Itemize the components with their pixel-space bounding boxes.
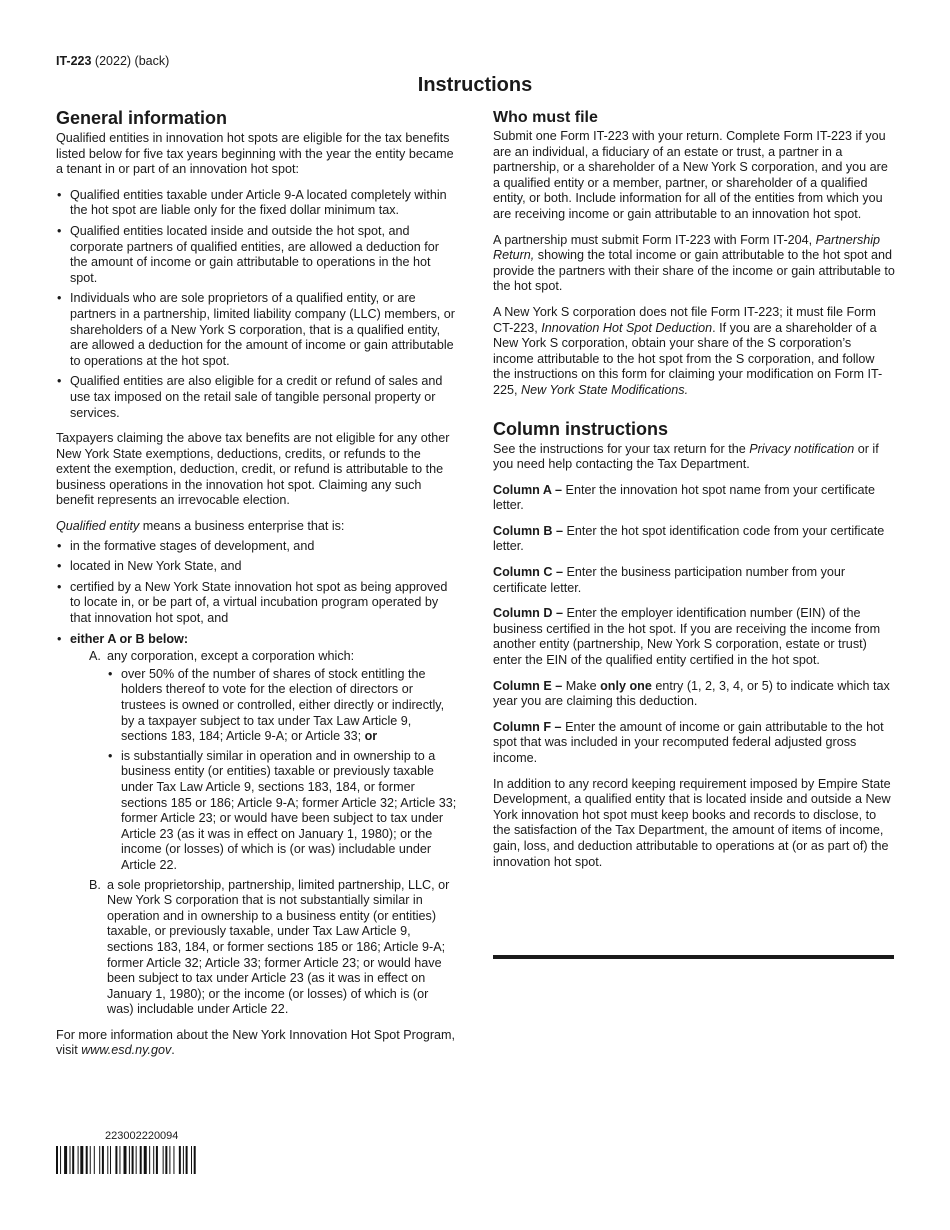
barcode-bar: [64, 1146, 67, 1174]
column-a-text: Enter the innovation hot spot name from your certificate letter.: [493, 482, 875, 513]
taxpayers-paragraph: Taxpayers claiming the above tax benefits are not eligible for any other New York State exemptions, deductions, credits, or refunds to the extent the exemption, deduction, credit, or refund is attributable to the business operations in the innovation hot spot. Claiming any such benefit represents an irrevocable election.: [56, 431, 450, 508]
form-number: IT-223: [56, 54, 92, 68]
option-a-sublist: [107, 667, 458, 874]
barcode-bar: [102, 1146, 104, 1174]
column-b-label: Column B –: [493, 523, 563, 538]
qualified-item: • located in New York State, and: [56, 559, 458, 575]
barcode-bar: [110, 1146, 111, 1174]
who-p2-a: A partnership must submit Form IT-223 with Form IT-204,: [493, 232, 816, 247]
barcode-bar: [136, 1146, 137, 1174]
barcode-bar: [186, 1146, 188, 1174]
column-d-text: Enter the employer identification number (EIN) of the business certified in the hot spot. If you are receiving the income from another entity (partnership, New York S corporation, estate or trust) enter the EIN of the qualified entity certified in the hot spot.: [493, 606, 881, 668]
ct223-title: Innovation Hot Spot Deduction: [541, 320, 713, 335]
barcode-bar: [194, 1146, 196, 1174]
barcode-bar: [156, 1146, 158, 1174]
barcode-bar: [115, 1146, 117, 1174]
barcode-bar: [173, 1146, 174, 1174]
more-info-paragraph: [56, 1028, 458, 1059]
option-b: [70, 878, 458, 1018]
column-intro: [493, 442, 895, 473]
esd-website: www.esd.ny.gov: [81, 1043, 172, 1058]
barcode-bar: [183, 1146, 184, 1174]
qualified-entity-list: [56, 539, 458, 1018]
column-c-label: Column C –: [493, 565, 563, 580]
barcode-bar: [107, 1146, 108, 1174]
qualified-entity-rest: means a business enterprise that is:: [139, 519, 345, 534]
option-a-text: any corporation, except a corporation which:: [107, 649, 355, 664]
column-b-instruction: [493, 524, 895, 555]
barcode-bar: [90, 1146, 91, 1174]
column-intro-b: or if you need help contacting the Tax Department.: [493, 441, 879, 472]
who-must-file-p3: [493, 305, 895, 399]
page-title: Instructions: [417, 74, 533, 96]
who-must-file-p2: [493, 233, 895, 295]
column-a-label: Column A –: [493, 482, 563, 497]
barcode-bar: [80, 1146, 83, 1174]
barcode-bar: [86, 1146, 88, 1174]
column-instructions-heading: Column instructions: [493, 418, 668, 439]
column-intro-a: See the instructions for your tax return for the: [493, 441, 750, 456]
column-f-instruction: [493, 720, 895, 767]
column-e-label: Column E –: [493, 678, 563, 693]
barcode: [56, 1146, 238, 1174]
barcode-bar: [169, 1146, 170, 1174]
more-info-text: For more information about the New York Innovation Hot Spot Program, visit: [56, 1027, 456, 1058]
who-p3-b: . If you are a shareholder of a New York S corporation, obtain your share of the S corporation’s income attributable to the hot spot from the S corporation, and follow the instructions on this form for claiming your modification on Form IT-225,: [493, 320, 883, 397]
option-b-text: a sole proprietorship, partnership, limited partnership, LLC, or New York S corporation that is not substantially similar in operation and in ownership to a business entity (or entities) taxable, or previously taxable, under Tax Law Article 9, sections 183, 184, or former sections 185 or 186; Article 9-A; former Article 32; Article 33; former Article 23; or would have been subject to tax under Article 23 (as it was in effect on January 1, 1980); or the income (or losses) of which is (or was) includable under Article 22.: [107, 877, 450, 1017]
barcode-bar: [70, 1146, 71, 1174]
column-d-label: Column D –: [493, 606, 563, 621]
barcode-bar: [179, 1146, 181, 1174]
column-e-instruction: [493, 679, 895, 710]
form-year: (2022) (back): [94, 54, 170, 68]
barcode-number: 223002220094: [105, 1130, 179, 1142]
barcode-bar: [132, 1146, 134, 1174]
barcode-bar: [144, 1146, 147, 1174]
a-b-list: [70, 649, 458, 1018]
it225-title: New York State Modifications.: [521, 382, 689, 397]
barcode-bar: [149, 1146, 150, 1174]
column-e-c: entry (1, 2, 3, 4, or 5) to indicate which tax year you are claiming this deduction.: [493, 678, 890, 709]
general-intro: Qualified entities in innovation hot spots are eligible for the tax benefits listed below for five tax years beginning with the year the entity became a tenant in or part of an innovation hot spot:: [56, 131, 454, 177]
barcode-bar: [140, 1146, 142, 1174]
barcode-bar: [60, 1146, 61, 1174]
benefit-item: • Qualified entities located inside and outside the hot spot, and corporate partners of qualified entities, are allowed a deduction for the amount of income or gain attributable to operations in the hot spot.: [56, 224, 458, 286]
barcode-bar: [191, 1146, 192, 1174]
column-b-text: Enter the hot spot identification code from your certificate letter.: [493, 523, 885, 554]
barcode-bar: [163, 1146, 164, 1174]
barcode-bar: [72, 1146, 74, 1174]
option-a-sub-item: • is substantially similar in operation and in ownership to a business entity (or entities) taxable or previously taxable under Tax Law Article 9, sections 183, 184, or former sections 185 or 186; Article 9-A; former Article 32; Article 33; former Article 23; or would have been subject to tax under Article 23 (as it was in effect on January 1, 1980); or the income (or losses) of which is (or was) includable under Article 22.: [107, 749, 458, 874]
either-a-or-b-label: either A or B below:: [70, 631, 189, 646]
barcode-bar: [119, 1146, 120, 1174]
option-a-sub1-or: or: [364, 729, 378, 744]
option-a-sub1-text: over 50% of the number of shares of stock entitling the holders thereof to vote for the election of directors or trustees is owned or controlled, either directly or indirectly, by a taxpayer subject to tax under Tax Law Article 9, sections 183, 184; Article 9-A; or Article 33;: [121, 666, 445, 744]
barcode-bar: [124, 1146, 127, 1174]
right-column: [493, 108, 895, 880]
either-a-or-b-item: [56, 632, 458, 1018]
form-id: [56, 54, 169, 68]
option-b-letter: B.: [89, 877, 101, 892]
general-information-heading: General information: [56, 108, 228, 128]
column-e-only-one: only one: [600, 678, 652, 693]
barcode-bar: [165, 1146, 167, 1174]
qualified-entity-term: Qualified entity: [56, 519, 140, 534]
privacy-notification: Privacy notification: [749, 441, 855, 456]
option-a-sub-item: [107, 667, 458, 745]
benefits-list: [56, 188, 458, 421]
barcode-bar: [129, 1146, 130, 1174]
option-a-letter: A.: [89, 649, 101, 664]
column-d-instruction: [493, 606, 895, 668]
barcode-bar: [56, 1146, 58, 1174]
qualified-entity-definition: [56, 519, 458, 535]
qualified-item: • in the formative stages of development, and: [56, 539, 458, 555]
column-f-text: Enter the amount of income or gain attributable to the hot spot that was included in your recomputed federal adjusted gross income.: [493, 719, 884, 765]
left-column: [56, 108, 458, 1069]
column-f-label: Column F –: [493, 719, 562, 734]
record-keeping-paragraph: In addition to any record keeping requirement imposed by Empire State Development, a qualified entity that is located inside and outside a New York innovation hot spot must keep books and records to disclose, to the satisfaction of the Tax Department, the amount of items of income, gain, loss, and deduction attributable to operations at (or as part of) the innovation hot spot.: [493, 776, 891, 869]
qualified-item: • certified by a New York State innovation hot spot as being approved to locate in, or be part of, a virtual incubation program operated by that innovation hot spot, and: [56, 580, 458, 627]
option-a: [70, 649, 458, 873]
column-a-instruction: [493, 483, 895, 514]
benefit-item: • Qualified entities are also eligible for a credit or refund of sales and use tax imposed on the retail sale of tangible personal property or services.: [56, 374, 458, 421]
column-c-text: Enter the business participation number from your certificate letter.: [493, 565, 846, 595]
column-e-a: Make: [562, 678, 601, 693]
partnership-return-title: Partnership Return,: [493, 232, 881, 263]
who-must-file-p1: Submit one Form IT-223 with your return. Complete Form IT-223 if you are an individual, a fiduciary of an estate or trust, a partner in a partnership, or a shareholder of a New York S corporation, and you are a qualified entity or a member, partner, or shareholder of a qualified entity, or both. Include information for all of the entities from which you are receiving income or gain attributable to an innovation hot spot.: [493, 129, 888, 221]
more-info-end: .: [171, 1043, 175, 1058]
who-p2-b: showing the total income or gain attributable to the hot spot and provide the partners with their share of the income or gain attributable to the hot spot.: [493, 248, 895, 294]
barcode-bar: [153, 1146, 154, 1174]
column-c-instruction: [493, 565, 895, 596]
benefit-item: • Qualified entities taxable under Article 9-A located completely within the hot spot are liable only for the fixed dollar minimum tax.: [56, 188, 458, 219]
barcode-bar: [99, 1146, 100, 1174]
section-divider: [493, 955, 894, 959]
who-must-file-heading: Who must file: [493, 109, 598, 126]
who-p3-a: A New York S corporation does not file Form IT-223; it must file Form CT-223,: [493, 304, 876, 335]
benefit-item: • Individuals who are sole proprietors of a qualified entity, or are partners in a partnership, limited liability company (LLC) members, or shareholders of a New York S corporation, that is a qualified entity, are allowed a deduction for the amount of income or gain attributable to operations at the hot spot.: [56, 291, 458, 369]
barcode-bar: [94, 1146, 95, 1174]
barcode-bar: [78, 1146, 79, 1174]
